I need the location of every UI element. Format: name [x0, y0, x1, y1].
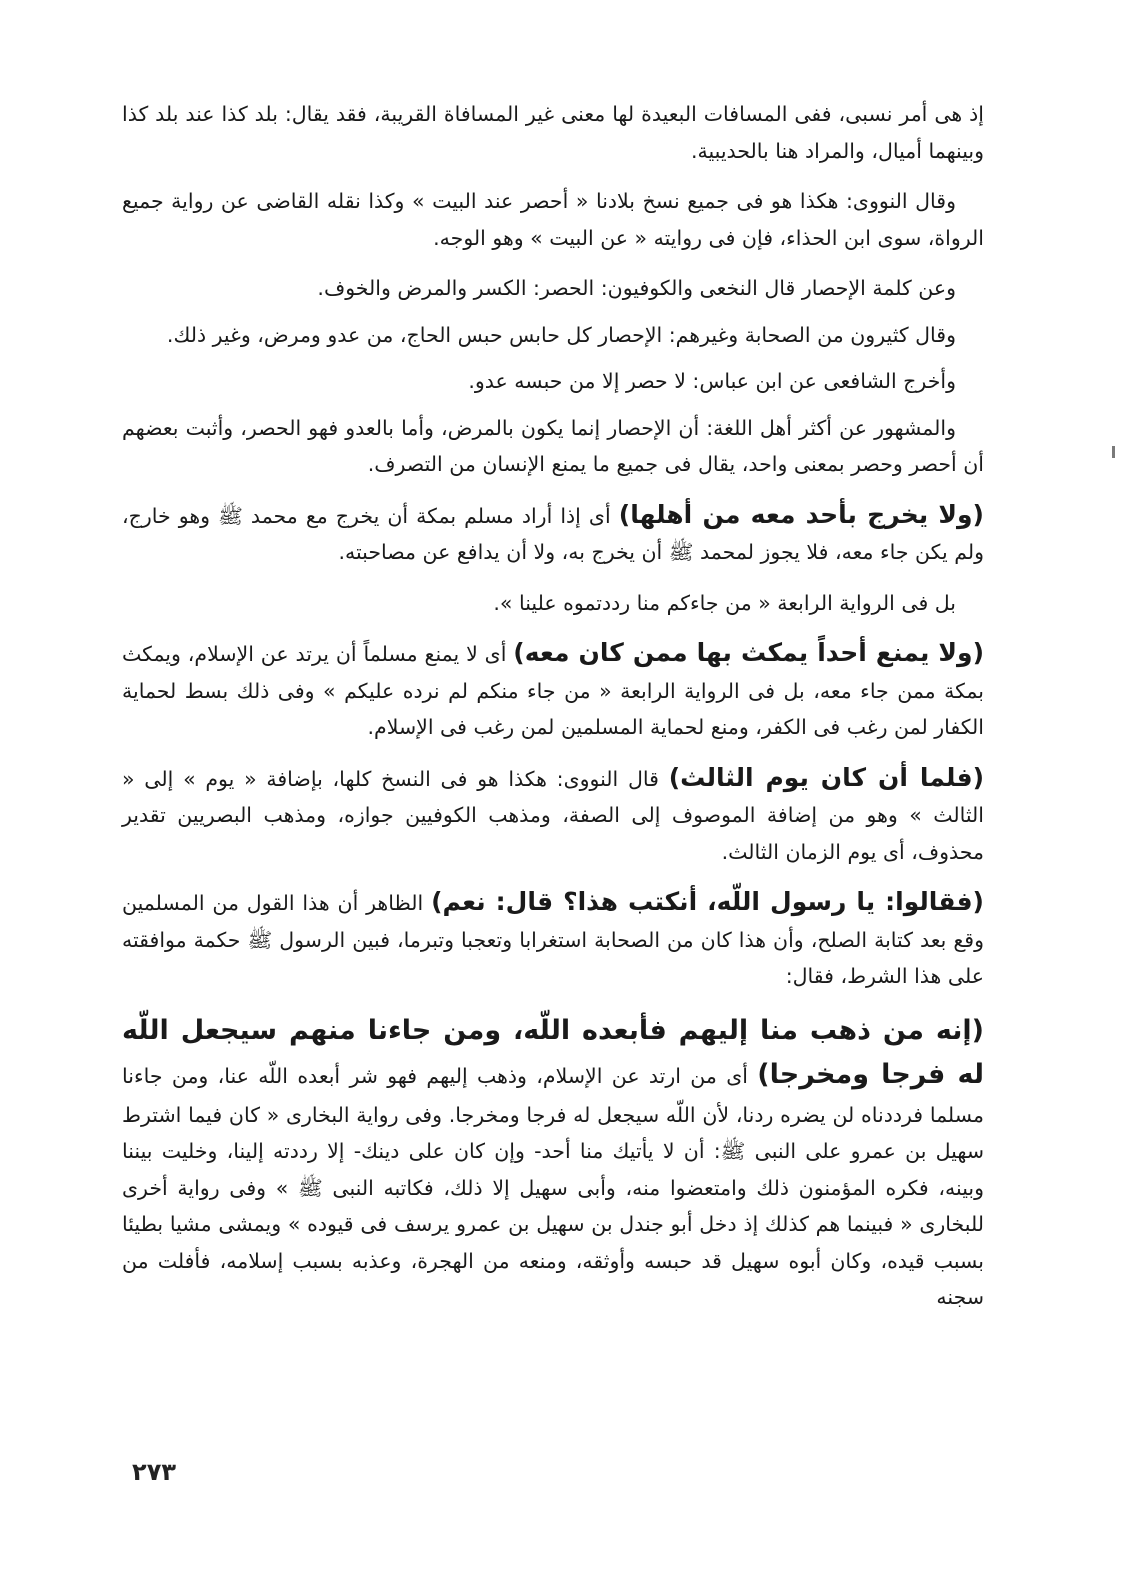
paragraph-1 — [122, 96, 984, 169]
paragraph-2 — [122, 183, 984, 256]
paragraph-4 — [122, 317, 984, 354]
page-number: ٢٧٣ — [132, 1458, 176, 1486]
paragraph-12-text: أى من ارتد عن الإسلام، وذهب إليهم فهو شر أبعده اللّه عنا، ومن جاءنا مسلما فرددناه لن يضره ردنا، لأن اللّه سيجعل له فرجا ومخرجا. وفى رواية البخارى « كان فيما اشترط سهيل بن عمرو على النبى ﷺ: أن لا يأتيك منا أحد- وإن كان على دينك- إلا رددته إلينا، وخليت بيننا وبينه، فكره المؤمنون ذلك وامتعضوا منه، وأبى سهيل إلا ذلك، فكاتبه النبى ﷺ » وفى رواية أخرى للبخارى « فبينما هم كذلك إذ دخل أبو جندل بن سهيل بن عمرو يرسف فى قيوده » ويمشى مشيا بطيئا بسبب قيده، وكان أبوه سهيل قد حبسه وأوثقه، ومنعه من الهجرة، وعذبه بسبب إسلامه، فأفلت من سجنه — [122, 1063, 984, 1309]
paragraph-5 — [122, 363, 984, 400]
scan-mark — [1112, 446, 1115, 458]
paragraph-3 — [122, 270, 984, 307]
paragraph-11 — [122, 884, 984, 995]
paragraph-10-text: قال النووى: هكذا هو فى النسخ كلها، بإضافة « يوم » إلى « الثالث » وهو من إضافة الموصوف إلى الصفة، ومذهب الكوفيين جوازه، ومذهب البصريين تقدير محذوف، أى يوم الزمان الثالث. — [122, 766, 984, 864]
paragraph-7-lemma: (ولا يخرج بأحد معه من أهلها) — [618, 499, 984, 529]
paragraph-9-text: أى لا يمنع مسلماً أن يرتد عن الإسلام، ويمكث بمكة ممن جاء معه، بل فى الرواية الرابعة « من جاء منكم لم نرده عليكم » وفى ذلك بسط لحماية الكفار لمن رغب فى الكفر، ومنع لحماية المسلمين لمن رغب فى الإسلام. — [122, 642, 984, 739]
page-body — [122, 96, 984, 1330]
paragraph-11-text: الظاهر أن هذا القول من المسلمين وقع بعد كتابة الصلح، وأن هذا كان من الصحابة استغرابا وتعجبا وتبرما، فبين الرسول ﷺ حكمة موافقته على هذا الشرط، فقال: — [122, 891, 984, 988]
paragraph-2-text: وقال النووى: هكذا هو فى جميع نسخ بلادنا « أحصر عند البيت » وكذا نقله القاضى عن رواية جميع الرواة، سوى ابن الحذاء، فإن فى روايته « عن البيت » وهو الوجه. — [122, 189, 984, 250]
paragraph-8-text: بل فى الرواية الرابعة « من جاءكم منا رددتموه علينا ». — [493, 590, 956, 615]
paragraph-6 — [122, 410, 984, 483]
paragraph-12 — [122, 1009, 984, 1316]
paragraph-4-text: وقال كثيرون من الصحابة وغيرهم: الإحصار كل حابس حبس الحاج، من عدو ومرض، وغير ذلك. — [166, 322, 956, 347]
paragraph-1-text: إذ هى أمر نسبى، ففى المسافات البعيدة لها معنى غير المسافاة القريبة، فقد يقال: بلد كذا عند بلد كذا وبينهما أميال، والمراد هنا بالحديبية. — [122, 102, 984, 163]
paragraph-10 — [122, 760, 984, 871]
paragraph-6-text: والمشهور عن أكثر أهل اللغة: أن الإحصار إنما يكون بالمرض، وأما بالعدو فهو الحصر، وأثبت بعضهم أن أحصر وحصر بمعنى واحد، يقال فى جميع ما يمنع الإنسان من التصرف. — [122, 415, 984, 476]
paragraph-3-text: وعن كلمة الإحصار قال النخعى والكوفيون: الحصر: الكسر والمرض والخوف. — [317, 276, 956, 300]
paragraph-5-text: وأخرج الشافعى عن ابن عباس: لا حصر إلا من حبسه عدو. — [468, 369, 956, 393]
paragraph-10-lemma: (فلما أن كان يوم الثالث) — [668, 762, 984, 792]
paragraph-7 — [122, 497, 984, 571]
paragraph-8 — [122, 585, 984, 622]
paragraph-7-text: أى إذا أراد مسلم بمكة أن يخرج مع محمد ﷺ وهو خارج، ولم يكن جاء معه، فلا يجوز لمحمد ﷺ أن يخرج به، ولا أن يدافع عن مصاحبته. — [122, 503, 984, 564]
paragraph-12-lemma: (إنه من ذهب منا إليهم فأبعده اللّه، ومن جاءنا منهم سيجعل اللّه له فرجا ومخرجا) — [122, 1014, 984, 1090]
paragraph-9-lemma: (ولا يمنع أحداً يمكث بها ممن كان معه) — [513, 638, 984, 667]
paragraph-11-lemma: (فقالوا: يا رسول اللّه، أنكتب هذا؟ قال: نعم) — [431, 887, 984, 916]
paragraph-9 — [122, 635, 984, 746]
